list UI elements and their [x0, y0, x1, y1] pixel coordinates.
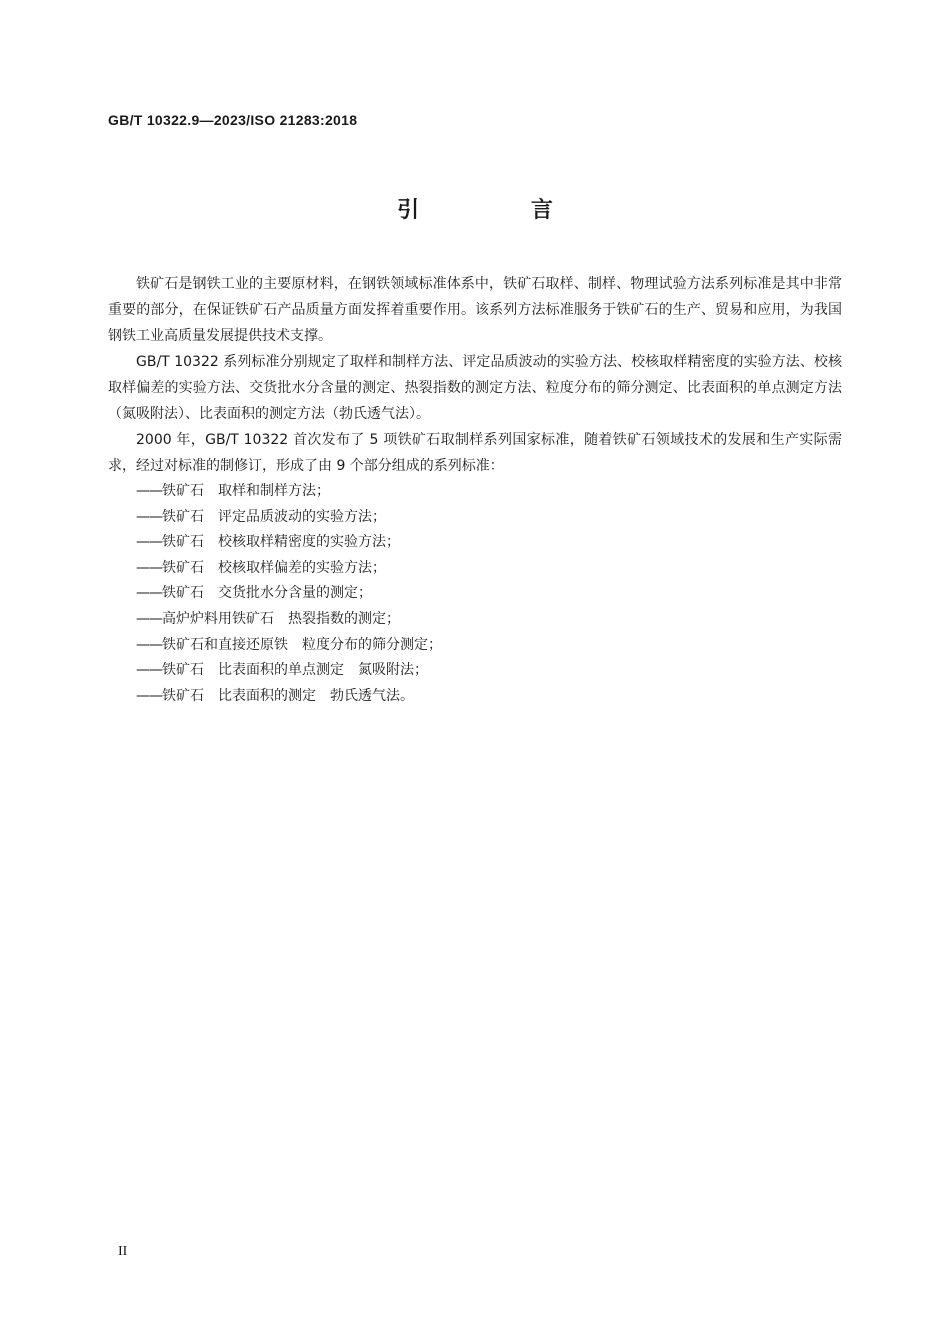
list-dash: ——: [136, 687, 162, 704]
list-item: [108, 658, 842, 684]
list-dash: ——: [136, 483, 162, 499]
list-item: [108, 633, 842, 659]
list-dash: ——: [136, 559, 162, 576]
intro-paragraph-2: GB/T 10322 系列标准分别规定了取样和制样方法、评定品质波动的实验方法、校核取样精密度的实验方法、校核取样偏差的实验方法、交货批水分含量的测定、热裂指数的测定方法、粒度分布的筛分测定、比表面积的单点测定方法（氮吸附法）、比表面积的测定方法（勃氏透气法）。: [108, 354, 842, 422]
section-title: 引 言: [397, 198, 605, 223]
list-dash: ——: [136, 585, 162, 602]
list-item: [108, 607, 842, 633]
list-dash: ——: [136, 534, 162, 551]
list-dash: ——: [136, 508, 162, 525]
introduction-body: [108, 271, 842, 709]
list-item: [108, 581, 842, 607]
list-item-text: 铁矿石 校核取样偏差的实验方法；: [162, 559, 386, 576]
page-number: II: [118, 1244, 128, 1259]
list-dash: ——: [136, 636, 162, 653]
standard-code: GB/T 10322.9—2023/ISO 21283:2018: [108, 112, 358, 128]
list-item-text: 高炉炉料用铁矿石 热裂指数的测定；: [162, 610, 400, 627]
list-item: [108, 505, 842, 531]
list-item-text: 铁矿石 校核取样精密度的实验方法；: [162, 534, 400, 551]
intro-paragraph-3: 2000 年，GB/T 10322 首次发布了 5 项铁矿石取制样系列国家标准，随着铁矿石领域技术的发展和生产实际需求，经过对标准的制修订，形成了由 9 个部分组成的系列标准：: [108, 432, 842, 474]
list-item-text: 铁矿石和直接还原铁 粒度分布的筛分测定；: [162, 636, 442, 653]
list-item: [108, 479, 842, 505]
list-item: [108, 556, 842, 582]
list-item-text: 铁矿石 比表面积的测定 勃氏透气法。: [162, 687, 414, 704]
list-item-text: 铁矿石 取样和制样方法；: [162, 483, 330, 499]
list-item-text: 铁矿石 比表面积的单点测定 氮吸附法；: [162, 662, 428, 679]
list-item: [108, 684, 842, 710]
list-item-text: 铁矿石 交货批水分含量的测定；: [162, 585, 372, 602]
list-dash: ——: [136, 662, 162, 679]
list-dash: ——: [136, 610, 162, 627]
standard-parts-list: [108, 479, 842, 709]
list-item: [108, 530, 842, 556]
list-item-text: 铁矿石 评定品质波动的实验方法；: [162, 508, 386, 525]
intro-paragraph-1: 铁矿石是钢铁工业的主要原材料，在钢铁领域标准体系中，铁矿石取样、制样、物理试验方法系列标准是其中非常重要的部分，在保证铁矿石产品质量方面发挥着重要作用。该系列方法标准服务于铁矿石的生产、贸易和应用，为我国钢铁工业高质量发展提供技术支撑。: [108, 276, 842, 344]
